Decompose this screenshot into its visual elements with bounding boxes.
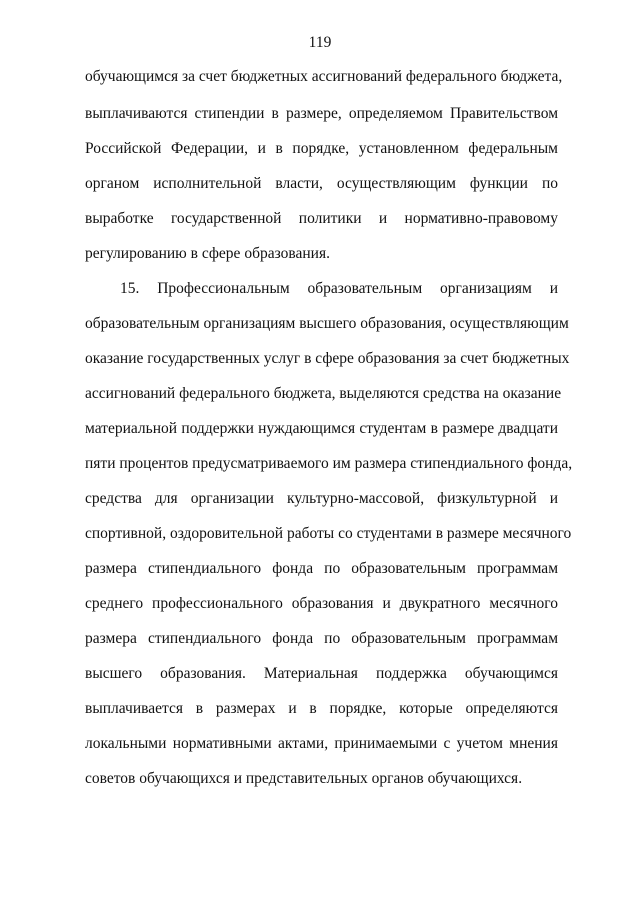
text-line: пяти процентов предусматриваемого им размера стипендиального фонда, — [85, 455, 573, 472]
text-line: советов обучающихся и представительных органов обучающихся. — [85, 770, 523, 787]
text-line-paragraph-start: 15. Профессиональным образовательным организациям и — [120, 280, 558, 297]
text-line: высшего образования. Материальная поддержка обучающимся — [85, 665, 558, 682]
text-line: органом исполнительной власти, осуществляющим функции по — [85, 175, 558, 192]
text-line: локальными нормативными актами, принимаемыми с учетом мнения — [85, 735, 558, 752]
text-line: среднего профессионального образования и двукратного месячного — [85, 595, 558, 612]
text-line: спортивной, оздоровительной работы со студентами в размере месячного — [85, 525, 572, 542]
text-line: обучающимся за счет бюджетных ассигнований федерального бюджета, — [85, 68, 563, 85]
text-line: размера стипендиального фонда по образовательным программам — [85, 630, 558, 647]
text-line: выработке государственной политики и нормативно-правовому — [85, 210, 558, 227]
text-line: Российской Федерации, и в порядке, установленном федеральным — [85, 140, 558, 157]
text-line: материальной поддержки нуждающимся студентам в размере двадцати — [85, 420, 558, 437]
text-line: ассигнований федерального бюджета, выделяются средства на оказание — [85, 385, 562, 402]
text-line: образовательным организациям высшего образования, осуществляющим — [85, 315, 569, 332]
text-line: размера стипендиального фонда по образовательным программам — [85, 560, 558, 577]
text-line: выплачиваются стипендии в размере, определяемом Правительством — [85, 105, 558, 122]
text-line: оказание государственных услуг в сфере образования за счет бюджетных — [85, 350, 570, 367]
text-line: регулированию в сфере образования. — [85, 245, 330, 262]
page-number: 119 — [308, 34, 332, 51]
text-line: средства для организации культурно-массовой, физкультурной и — [85, 490, 558, 507]
text-line: выплачивается в размерах и в порядке, которые определяются — [85, 700, 558, 717]
